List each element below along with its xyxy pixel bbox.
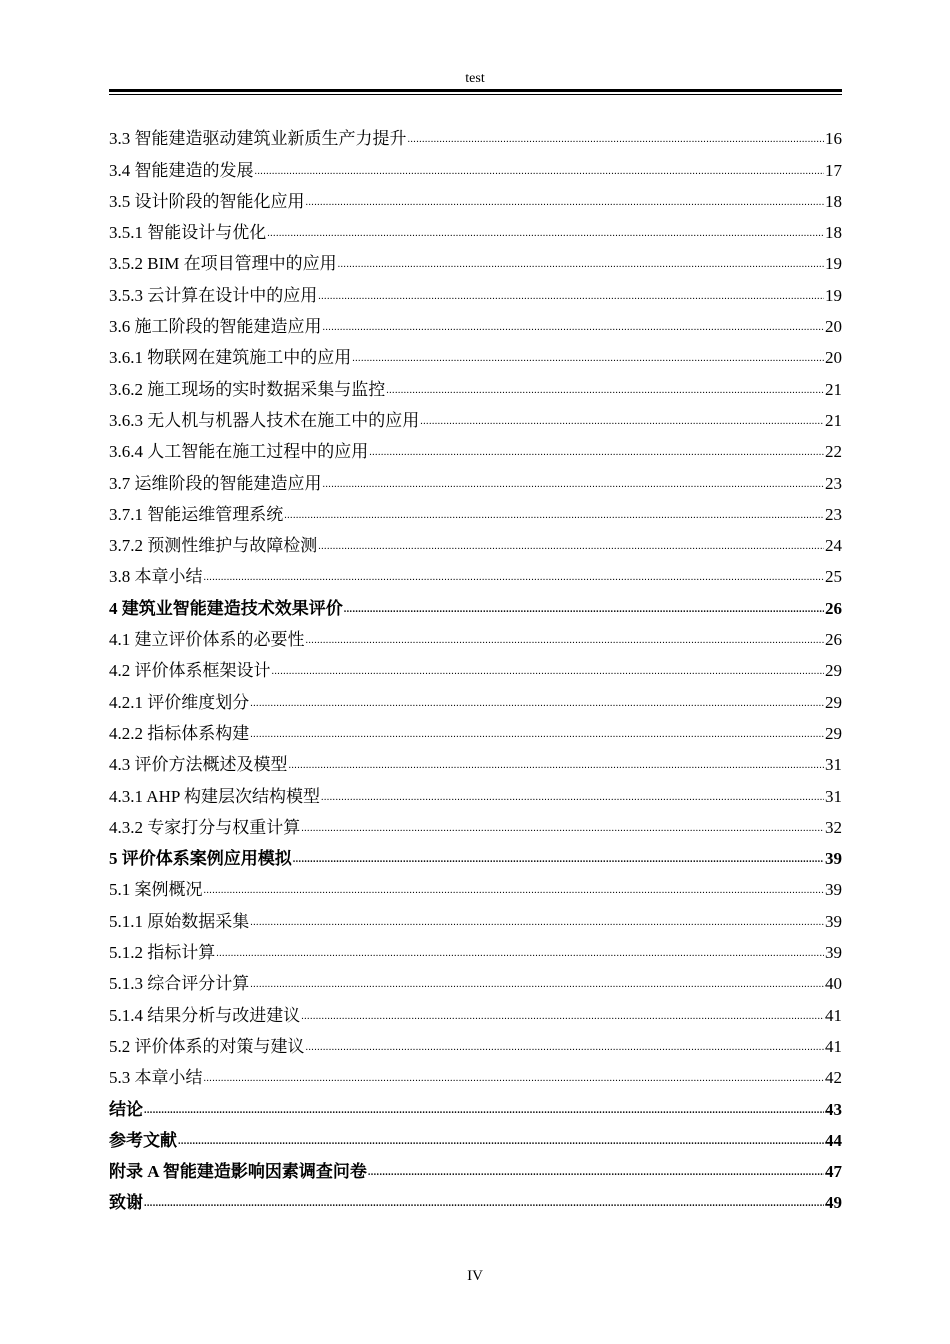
toc-entry[interactable]	[109, 337, 842, 368]
toc-entry-title: 4.2.1 评价维度划分	[109, 692, 250, 712]
toc-entry-title: 3.6.4 人工智能在施工过程中的应用	[109, 442, 369, 462]
toc-entry[interactable]	[109, 525, 842, 556]
toc-leader-dots	[369, 448, 824, 458]
toc-entry-title: 3.5.2 BIM 在项目管理中的应用	[109, 254, 337, 274]
toc-entry[interactable]	[109, 1182, 842, 1213]
toc-leader-dots	[338, 260, 824, 270]
toc-entry[interactable]	[109, 587, 842, 618]
toc-leader-dots	[289, 761, 825, 771]
toc-leader-dots	[323, 323, 825, 333]
toc-entry[interactable]	[109, 368, 842, 399]
toc-entry[interactable]	[109, 994, 842, 1025]
toc-entry-page: 42	[825, 1068, 842, 1088]
toc-leader-dots	[344, 605, 824, 615]
toc-entry-page: 32	[825, 817, 842, 837]
toc-leader-dots	[204, 1074, 825, 1084]
toc-entry[interactable]	[109, 556, 842, 587]
toc-entry[interactable]	[109, 181, 842, 212]
toc-leader-dots	[306, 198, 825, 208]
toc-leader-dots	[250, 980, 824, 990]
toc-leader-dots	[306, 636, 825, 646]
toc-leader-dots	[255, 167, 825, 177]
toc-leader-dots	[420, 417, 824, 427]
toc-entry-title: 结论	[109, 1099, 143, 1119]
toc-entry[interactable]	[109, 149, 842, 180]
toc-entry-title: 3.5.3 云计算在设计中的应用	[109, 285, 318, 305]
toc-leader-dots	[267, 229, 824, 239]
toc-entry-title: 3.4 智能建造的发展	[109, 160, 254, 180]
page-number: IV	[467, 1268, 483, 1284]
toc-leader-dots	[306, 1043, 825, 1053]
toc-entry[interactable]	[109, 838, 842, 869]
toc-entry-title: 3.8 本章小结	[109, 567, 203, 587]
toc-entry-page: 20	[825, 348, 842, 368]
toc-leader-dots	[408, 135, 825, 145]
toc-entry[interactable]	[109, 118, 842, 149]
toc-entry-page: 18	[825, 223, 842, 243]
toc-leader-dots	[318, 542, 824, 552]
toc-entry-title: 5.1 案例概况	[109, 880, 203, 900]
toc-entry-page: 40	[825, 974, 842, 994]
toc-entry-title: 3.6.3 无人机与机器人技术在施工中的应用	[109, 410, 420, 430]
toc-entry-title: 4.1 建立评价体系的必要性	[109, 630, 305, 650]
toc-entry-page: 44	[825, 1130, 842, 1150]
toc-leader-dots	[301, 824, 824, 834]
toc-entry-page: 21	[825, 410, 842, 430]
toc-entry-title: 3.5.1 智能设计与优化	[109, 223, 267, 243]
toc-entry[interactable]	[109, 1026, 842, 1057]
toc-entry[interactable]	[109, 1057, 842, 1088]
toc-entry[interactable]	[109, 462, 842, 493]
toc-entry-page: 25	[825, 567, 842, 587]
toc-entry-title: 4.3.2 专家打分与权重计算	[109, 817, 301, 837]
toc-entry-title: 5.3 本章小结	[109, 1068, 203, 1088]
toc-entry[interactable]	[109, 963, 842, 994]
toc-leader-dots	[178, 1137, 824, 1147]
toc-entry-page: 22	[825, 442, 842, 462]
toc-entry-title: 5 评价体系案例应用模拟	[109, 849, 292, 869]
toc-entry-title: 3.6.1 物联网在建筑施工中的应用	[109, 348, 352, 368]
toc-leader-dots	[352, 354, 824, 364]
toc-entry-page: 29	[825, 692, 842, 712]
toc-leader-dots	[272, 667, 825, 677]
toc-entry-page: 41	[825, 1005, 842, 1025]
toc-entry-page: 23	[825, 504, 842, 524]
toc-entry-title: 5.1.2 指标计算	[109, 943, 216, 963]
toc-leader-dots	[216, 949, 824, 959]
toc-entry[interactable]	[109, 306, 842, 337]
toc-entry-page: 39	[825, 911, 842, 931]
toc-leader-dots	[250, 730, 824, 740]
toc-entry-page: 29	[825, 661, 842, 681]
toc-entry-page: 16	[825, 129, 842, 149]
toc-entry-page: 31	[825, 755, 842, 775]
toc-entry-title: 4.2.2 指标体系构建	[109, 723, 250, 743]
toc-entry-title: 3.7.2 预测性维护与故障检测	[109, 536, 318, 556]
toc-entry-title: 3.3 智能建造驱动建筑业新质生产力提升	[109, 129, 407, 149]
toc-entry[interactable]	[109, 650, 842, 681]
toc-entry[interactable]	[109, 744, 842, 775]
toc-leader-dots	[144, 1199, 824, 1209]
toc-leader-dots	[204, 573, 825, 583]
toc-leader-dots	[368, 1168, 824, 1178]
toc-entry[interactable]	[109, 869, 842, 900]
toc-entry-title: 参考文献	[109, 1130, 177, 1150]
toc-leader-dots	[250, 699, 824, 709]
toc-entry-title: 3.6.2 施工现场的实时数据采集与监控	[109, 379, 386, 399]
toc-entry-page: 43	[825, 1099, 842, 1119]
toc-entry[interactable]	[109, 1120, 842, 1151]
toc-entry-title: 5.1.4 结果分析与改进建议	[109, 1005, 301, 1025]
toc-entry-title: 致谢	[109, 1193, 143, 1213]
toc-leader-dots	[250, 918, 824, 928]
toc-entry[interactable]	[109, 932, 842, 963]
toc-entry-title: 5.1.1 原始数据采集	[109, 911, 250, 931]
toc-entry-page: 39	[825, 880, 842, 900]
toc-leader-dots	[301, 1012, 824, 1022]
toc-entry-title: 5.1.3 综合评分计算	[109, 974, 250, 994]
toc-leader-dots	[318, 292, 824, 302]
toc-leader-dots	[204, 886, 825, 896]
toc-entry-page: 47	[825, 1162, 842, 1182]
header-rule-thick	[109, 89, 842, 92]
toc-entry-title: 3.5 设计阶段的智能化应用	[109, 191, 305, 211]
toc-entry[interactable]	[109, 274, 842, 305]
toc-entry-title: 4 建筑业智能建造技术效果评价	[109, 598, 343, 618]
toc-entry[interactable]	[109, 212, 842, 243]
toc-entry[interactable]	[109, 900, 842, 931]
toc-entry-title: 4.3.1 AHP 构建层次结构模型	[109, 786, 320, 806]
toc-entry[interactable]	[109, 713, 842, 744]
toc-entry-title: 4.2 评价体系框架设计	[109, 661, 271, 681]
toc-entry-page: 49	[825, 1193, 842, 1213]
toc-entry-page: 19	[825, 285, 842, 305]
toc-entry-page: 19	[825, 254, 842, 274]
table-of-contents	[109, 118, 842, 1213]
toc-entry[interactable]	[109, 243, 842, 274]
toc-entry-title: 3.7 运维阶段的智能建造应用	[109, 473, 322, 493]
toc-entry-page: 18	[825, 191, 842, 211]
toc-entry-page: 26	[825, 598, 842, 618]
toc-entry[interactable]	[109, 494, 842, 525]
toc-leader-dots	[321, 793, 824, 803]
toc-entry[interactable]	[109, 1088, 842, 1119]
toc-leader-dots	[386, 386, 824, 396]
toc-entry[interactable]	[109, 431, 842, 462]
toc-entry[interactable]	[109, 1151, 842, 1182]
header-rule-thin	[109, 94, 842, 95]
toc-entry-page: 24	[825, 536, 842, 556]
toc-entry-title: 3.7.1 智能运维管理系统	[109, 504, 284, 524]
toc-leader-dots	[284, 511, 824, 521]
toc-entry-page: 23	[825, 473, 842, 493]
toc-entry-page: 41	[825, 1036, 842, 1056]
toc-entry-page: 29	[825, 723, 842, 743]
toc-entry-page: 17	[825, 160, 842, 180]
toc-entry-page: 26	[825, 630, 842, 650]
page-header: test	[465, 71, 485, 86]
toc-entry-page: 39	[825, 849, 842, 869]
toc-entry-title: 4.3 评价方法概述及模型	[109, 755, 288, 775]
toc-entry-page: 39	[825, 943, 842, 963]
toc-entry[interactable]	[109, 400, 842, 431]
toc-entry-title: 3.6 施工阶段的智能建造应用	[109, 317, 322, 337]
toc-entry[interactable]	[109, 775, 842, 806]
toc-entry-title: 附录 A 智能建造影响因素调查问卷	[109, 1162, 367, 1182]
toc-leader-dots	[144, 1106, 824, 1116]
toc-leader-dots	[293, 855, 824, 865]
toc-entry-title: 5.2 评价体系的对策与建议	[109, 1036, 305, 1056]
toc-entry-page: 21	[825, 379, 842, 399]
toc-entry[interactable]	[109, 619, 842, 650]
toc-entry[interactable]	[109, 807, 842, 838]
toc-entry-page: 20	[825, 317, 842, 337]
toc-entry-page: 31	[825, 786, 842, 806]
toc-entry[interactable]	[109, 681, 842, 712]
toc-leader-dots	[323, 480, 825, 490]
